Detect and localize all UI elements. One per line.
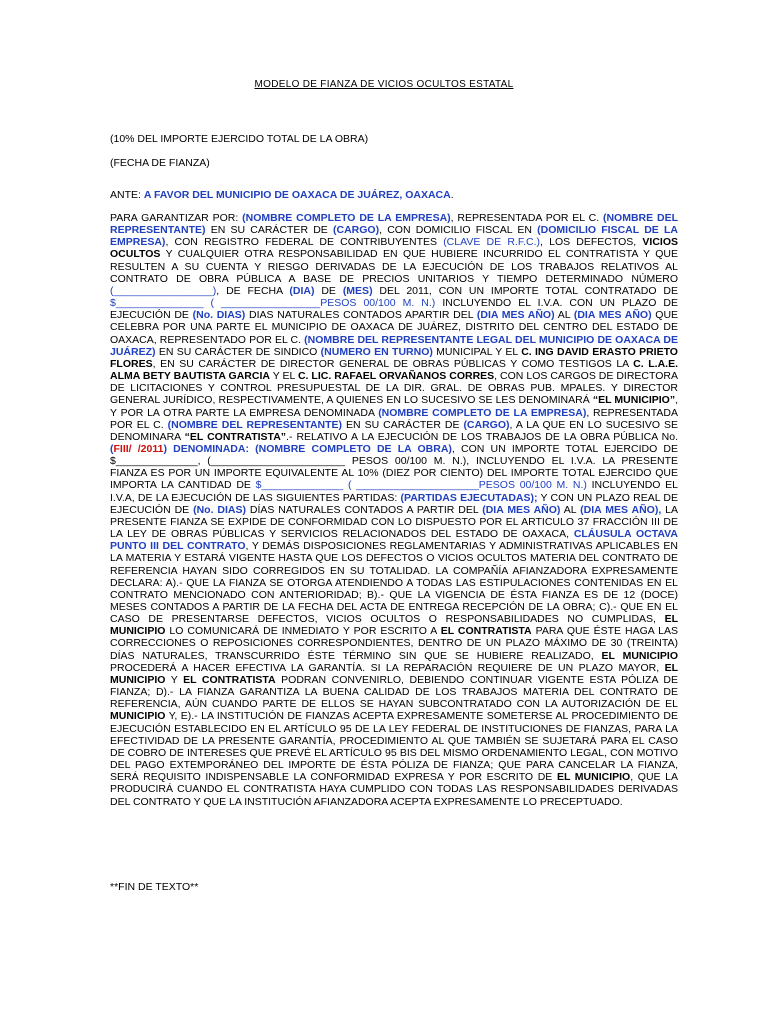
percent-line: (10% DEL IMPORTE EJERCIDO TOTAL DE LA OBRA): [110, 133, 369, 145]
body-segment: DE: [314, 284, 343, 297]
body-segment: (CARGO): [333, 224, 380, 237]
body-segment: EN SU CARÁCTER DE: [342, 418, 464, 431]
end-of-text: **FIN DE TEXTO**: [110, 881, 199, 893]
body-segment: $______________ ( _____________________PESOS 00/100 M. N.): [255, 479, 587, 492]
body-segment: EL MUNICIPIO: [110, 613, 678, 638]
body-segment: C. LIC. RAFAEL ORVAÑANOS CORRES: [297, 370, 495, 383]
body-segment: CLÁUSULA OCTAVA PUNTO III DEL CONTRATO: [110, 528, 678, 553]
body-segment: (DIA MES AÑO),: [580, 503, 662, 516]
body-segment: (DIA): [289, 284, 315, 297]
body-segment: DIAS NATURALES CONTADOS APARTIR DEL: [245, 309, 477, 322]
body-segment: Y CON UN PLAZO REAL DE EJECUCIÓN DE: [110, 491, 678, 516]
body-segment: , CON LOS CARGOS DE DIRECTORA DE LICITACIONES Y CONTROL PRESUPUESTAL DE LA DIR. GRAL. DE OBRAS PUB. MPALES. Y DIRECTOR GENERAL JURÍDICO, RESPECTIVAMENTE, A QUIENES EN LO SUCESIVO SE LES DENOMINARÁ: [110, 370, 678, 407]
body-segment: (: [110, 442, 114, 455]
body-segment: , QUE LA PRODUCIRÁ CUANDO EL CONTRATISTA HAYA CUMPLIDO CON TODAS LAS RESPONSABILIDADES DERIVADAS DEL CONTRATO Y QUE LA INSTITUCIÓN AFIANZADORA ACEPTA EXPRESAMENTE LO PRECEPTUADO.: [110, 771, 679, 808]
body-segment: C. ING DAVID ERASTO PRIETO FLORES: [110, 345, 678, 370]
ante-line: [110, 189, 454, 201]
body-segment: DÍAS NATURALES CONTADOS A PARTIR DEL: [245, 503, 483, 516]
body-segment: EL MUNICIPIO: [556, 771, 631, 784]
body-segment: (No. DIAS): [192, 309, 246, 322]
body-segment: PROCEDERÁ A HACER EFECTIVA LA GARANTÍA. SI LA REPARACIÓN REQUIERE DE UN PLAZO MAYOR,: [110, 661, 665, 674]
body-segment: LO COMUNICARÁ DE INMEDIATO Y POR ESCRITO A: [165, 625, 441, 638]
body-segment: (CARGO): [463, 418, 510, 431]
body-segment: AL: [554, 309, 574, 322]
body-segment: , A LA QUE EN LO SUCESIVO SE DENOMINARA: [110, 418, 678, 443]
body-segment: FIII/ /2011: [113, 442, 164, 455]
body-segment: , CON REGISTRO FEDERAL DE CONTRIBUYENTES: [165, 236, 444, 249]
body-segment: Y: [165, 673, 184, 686]
body-segment: PARA QUE ÉSTE HAGA LAS CORRECCIONES O REPOSICIONES CORRESPONDIENTES, DENTRO DE UN PLAZO MÁXIMO DE 30 (TREINTA) DÍAS NATURALES, TRANSCURRIDO ÉSTE TÉRMINO SIN QUE SE HUBIERE REALIZADO,: [110, 625, 678, 662]
body-segment: (NOMBRE COMPLETO DE LA EMPRESA): [378, 406, 587, 419]
body-segment: $_______________ ( _________________PESOS 00/100 M. N.): [110, 297, 436, 310]
body-segment: (DOMICILIO FISCAL DE LA EMPRESA): [110, 224, 678, 249]
body-segment: “EL MUNICIPIO”: [592, 394, 676, 407]
body-segment: DEL 2011, CON UN IMPORTE TOTAL CONTRATADO DE: [372, 284, 678, 297]
body-segment: (DIA MES AÑO): [476, 309, 555, 322]
body-segment: PODRAN CONVENIRLO, DEBIENDO CONTINUAR VIGENTE ESTA PÓLIZA DE FIANZA; D).- LA FIANZA GARANTIZA LA BUENA CALIDAD DE LOS TRABAJOS MATERIA DEL CONTRATO DE REFERENCIA, AÚN CUANDO PARTE DE ELLOS SE HAYAN SUBCONTRATADO CON LA AUTORIZACIÓN DE EL: [110, 673, 678, 711]
body-segment: C. L.A.E. ALMA BETY BAUTISTA GARCIA: [110, 357, 678, 383]
date-line: (FECHA DE FIANZA): [110, 157, 210, 169]
body-segment: (MES): [342, 284, 373, 297]
body-segment: AL: [560, 503, 581, 516]
body-segment: EL MUNICIPIO: [110, 661, 678, 686]
body-segment: (DIA MES AÑO): [573, 309, 652, 322]
body-segment: , CON DOMICILIO FISCAL EN: [379, 224, 538, 237]
body-segment: MUNICIPIO: [110, 710, 166, 723]
body-segment: .- RELATIVO A LA EJECUCIÓN DE LOS TRABAJOS DE LA OBRA PÚBLICA No.: [286, 430, 678, 443]
body-segment: MUNICIPAL Y EL: [432, 345, 522, 358]
body-segment: ): [163, 442, 167, 455]
body-segment: DENOMINADA: (NOMBRE COMPLETO DE LA OBRA): [166, 442, 452, 455]
body-segment: (NOMBRE DEL REPRESENTANTE LEGAL DEL MUNICIPIO DE OAXACA DE JUÁREZ): [110, 333, 678, 358]
body-segment: (NUMERO EN TURNO): [320, 345, 433, 358]
body-segment: Y, E).- LA INSTITUCIÓN DE FIANZAS ACEPTA EXPRESAMENTE SOMETERSE AL PROCEDIMIENTO DE EJECUCIÓN ESTABLECIDO EN EL ARTÍCULO 95 DE LA LEY FEDERAL DE INSTITUCIONES DE FIANZAS, PARA LA EFECTIVIDAD DE LA PRESENTE GARANTÍA, PROCEDIMIENTO AL QUE TAMBIÉN SE SUJETARÁ PARA EL CASO DE COBRO DE INTERESES QUE PREVÉ EL ARTÍCULO 95 BIS DEL MISMO ORDENAMIENTO LEGAL, CON MOTIVO DEL PAGO EXTEMPORÁNEO DEL IMPORTE DE ÉSTA PÓLIZA DE FIANZA; QUE PARA CANCELAR LA FIANZA, SERÁ REQUISITO INDISPENSABLE LA CONFORMIDAD EXPRESA Y POR ESCRITO DE: [110, 710, 678, 784]
body-segment: (DIA MES AÑO): [482, 503, 561, 516]
body-segment: (NOMBRE DEL REPRESENTANTE): [167, 418, 343, 431]
body-segment: , CON UN IMPORTE TOTAL EJERCIDO DE $______________, (_______________________ PESOS 00/100 M. N.), INCLUYENDO EL I.V.A. LA PRESENTE FIANZA ES POR UN IMPORTE EQUIVALENTE AL 10% (DIEZ POR CIENTO) DEL IMPORTE TOTAL EJERCIDO QUE IMPORTA LA CANTIDAD DE: [110, 442, 678, 492]
body-segment: , LOS DEFECTOS,: [539, 236, 643, 249]
body-segment: (PARTIDAS EJECUTADAS);: [400, 491, 538, 504]
body-segment: VICIOS OCULTOS: [110, 236, 678, 261]
body-segment: , Y DEMÁS DISPOSICIONES REGLAMENTARIAS Y ADMINISTRATIVAS APLICABLES EN LA MATERIA Y ESTARÁ VIGENTE HASTA QUE LOS DEFECTOS O VICIOS OCULTOS MATERIA DEL CONTRATO DE REFERENCIA HAYAN SIDO CORREGIDOS EN SU TOTALIDAD. LA COMPAÑÍA AFIANZADORA EXPRESAMENTE DECLARA: A).- QUE LA FIANZA SE OTORGA ATENDIENDO A TODAS LAS ESTIPULACIONES CONTENIDAS EN EL CONTRATO MENCIONADO CON ANTERIORIDAD; B).- QUE LA VIGENCIA DE ÉSTA FIANZA ES DE 12 (DOCE) MESES CONTADOS A PARTIR DE LA FECHA DEL ACTA DE ENTREGA RECEPCIÓN DE LA OBRA; C).- QUE EN EL CASO DE PRESENTARSE DEFECTOS, VICIOS OCULTOS O RESPONSABILIDADES NO CUMPLIDAS,: [110, 540, 678, 626]
body-segment: EL CONTRATISTA: [183, 673, 276, 686]
body-segment: (CLAVE DE R.F.C.): [443, 236, 540, 249]
body-segment: INCLUYENDO EL I.V.A, DE LA EJECUCIÓN DE LAS SIGUIENTES PARTIDAS:: [110, 479, 678, 504]
body-segment: Y EL: [269, 370, 298, 383]
ante-label: ANTE:: [110, 189, 144, 201]
body-segment: EN SU CARÁCTER DE: [205, 224, 334, 237]
body-segment: INCLUYENDO EL I.V.A. CON UN PLAZO DE EJECUCIÓN DE: [110, 297, 678, 322]
body-segment: (_________________): [110, 284, 217, 297]
body-segment: (NOMBRE DEL REPRESENTANTE): [110, 212, 678, 237]
body-segment: , Y POR LA OTRA PARTE LA EMPRESA DENOMINADA: [110, 394, 678, 419]
body-segment: (No. DIAS): [193, 503, 246, 516]
document-title: MODELO DE FIANZA DE VICIOS OCULTOS ESTATAL: [254, 79, 514, 90]
body-segment: , DE FECHA: [216, 284, 290, 297]
ante-end: .: [450, 189, 454, 201]
body-segment: EL MUNICIPIO: [601, 649, 679, 662]
body-segment: , EN SU CARÁCTER DE DIRECTOR GENERAL DE OBRAS PÚBLICAS Y COMO TESTIGOS LA: [152, 357, 634, 370]
ante-value: A FAVOR DEL MUNICIPIO DE OAXACA DE JUÁREZ, OAXACA: [143, 189, 451, 201]
body-segment: (NOMBRE COMPLETO DE LA EMPRESA): [242, 212, 451, 224]
body-segment: “EL CONTRATISTA”: [184, 430, 287, 443]
body-segment: , REPRESENTADA POR EL C.: [110, 406, 678, 431]
body-segment: EL CONTRATISTA: [440, 625, 532, 638]
body-segment: PARA GARANTIZAR POR:: [110, 212, 243, 224]
body-segment: Y CUALQUIER OTRA RESPONSABILIDAD EN QUE HUBIERE INCURRIDO EL CONTRATISTA Y QUE RESULTEN A SU CUENTA Y RIESGO DERIVADAS DE LA EJECUCIÓN DE LOS TRABAJOS RELATIVOS AL CONTRATO DE OBRA PÚBLICA A BASE DE PRECIOS UNITARIOS Y TIEMPO DETERMINADO NÚMERO: [110, 248, 678, 285]
body-segment: , REPRESENTADA POR EL C.: [450, 212, 603, 224]
body-segment: QUE CELEBRA POR UNA PARTE EL MUNICIPIO DE OAXACA DE JUÁREZ, DISTRITO DEL CENTRO DEL ESTADO DE OAXACA, REPRESENTADO POR EL C.: [110, 309, 679, 346]
body-segment: LA PRESENTE FIANZA SE EXPIDE DE CONFORMIDAD CON LO DISPUESTO POR EL ARTICULO 37 FRACCIÓN III DE LA LEY DE OBRAS PÚBLICAS Y SERVICIOS RELACIONADOS DEL ESTADO DE OAXACA,: [110, 503, 679, 541]
guarantee-body-paragraph: [110, 212, 678, 808]
body-segment: EN SU CARÁCTER DE SINDICO: [155, 345, 321, 358]
